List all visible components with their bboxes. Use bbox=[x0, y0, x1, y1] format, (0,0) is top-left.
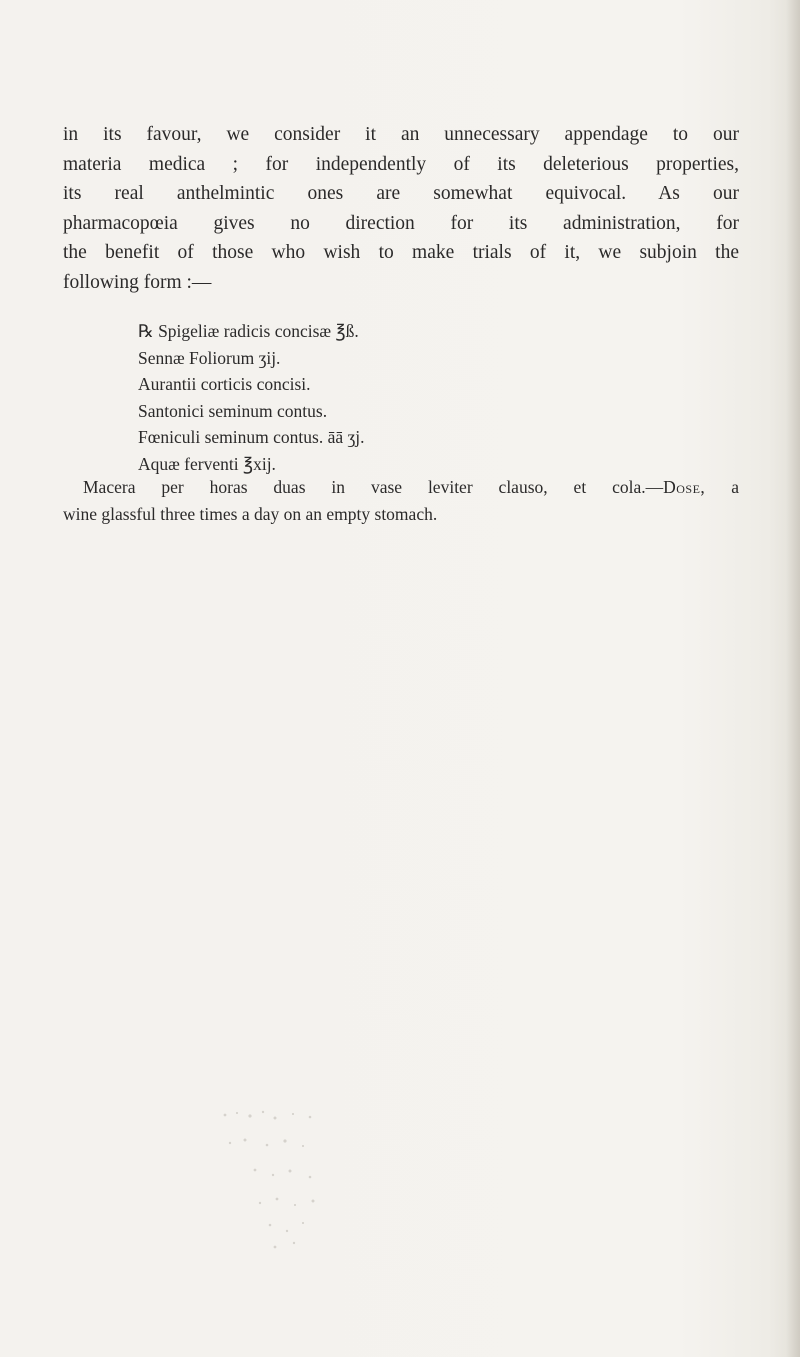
directions-text-end: a bbox=[705, 477, 739, 497]
prescription-item: ℞ Spigeliæ radicis concisæ ℥ß. bbox=[138, 321, 359, 341]
directions-line bbox=[63, 474, 739, 501]
body-paragraph bbox=[63, 120, 739, 297]
directions-text: Macera per horas duas in vase leviter clauso, et cola.— bbox=[83, 477, 664, 497]
ink-offset-smudge bbox=[215, 1085, 345, 1260]
dose-label: Dose, bbox=[663, 477, 706, 497]
prescription-item: Sennæ Foliorum ʒij. bbox=[138, 347, 281, 368]
paragraph-line: in its favour, we consider it an unnecessary appendage to our bbox=[63, 124, 739, 145]
paragraph-line: materia medica ; for independently of its deleterious properties, bbox=[63, 153, 739, 175]
directions-line: wine glassful three times a day on an empty stomach. bbox=[63, 504, 438, 524]
paragraph-line: following form :— bbox=[63, 271, 212, 293]
prescription-item: Aurantii corticis concisi. bbox=[138, 374, 311, 394]
prescription-item: Santonici seminum contus. bbox=[138, 400, 328, 421]
prescription-item: Fœniculi seminum contus. āā ʒj. bbox=[138, 427, 365, 447]
paragraph-line: its real anthelmintic ones are somewhat equivocal. As our bbox=[63, 183, 739, 204]
page-edge-shadow bbox=[786, 0, 800, 1357]
prescription-list bbox=[138, 318, 365, 477]
dosage-directions bbox=[63, 474, 739, 528]
prescription-item: Aquæ ferventi ℥xij. bbox=[138, 453, 276, 474]
paragraph-line: pharmacopœia gives no direction for its administration, for bbox=[63, 212, 739, 234]
paragraph-line: the benefit of those who wish to make trials of it, we subjoin the bbox=[63, 242, 739, 263]
